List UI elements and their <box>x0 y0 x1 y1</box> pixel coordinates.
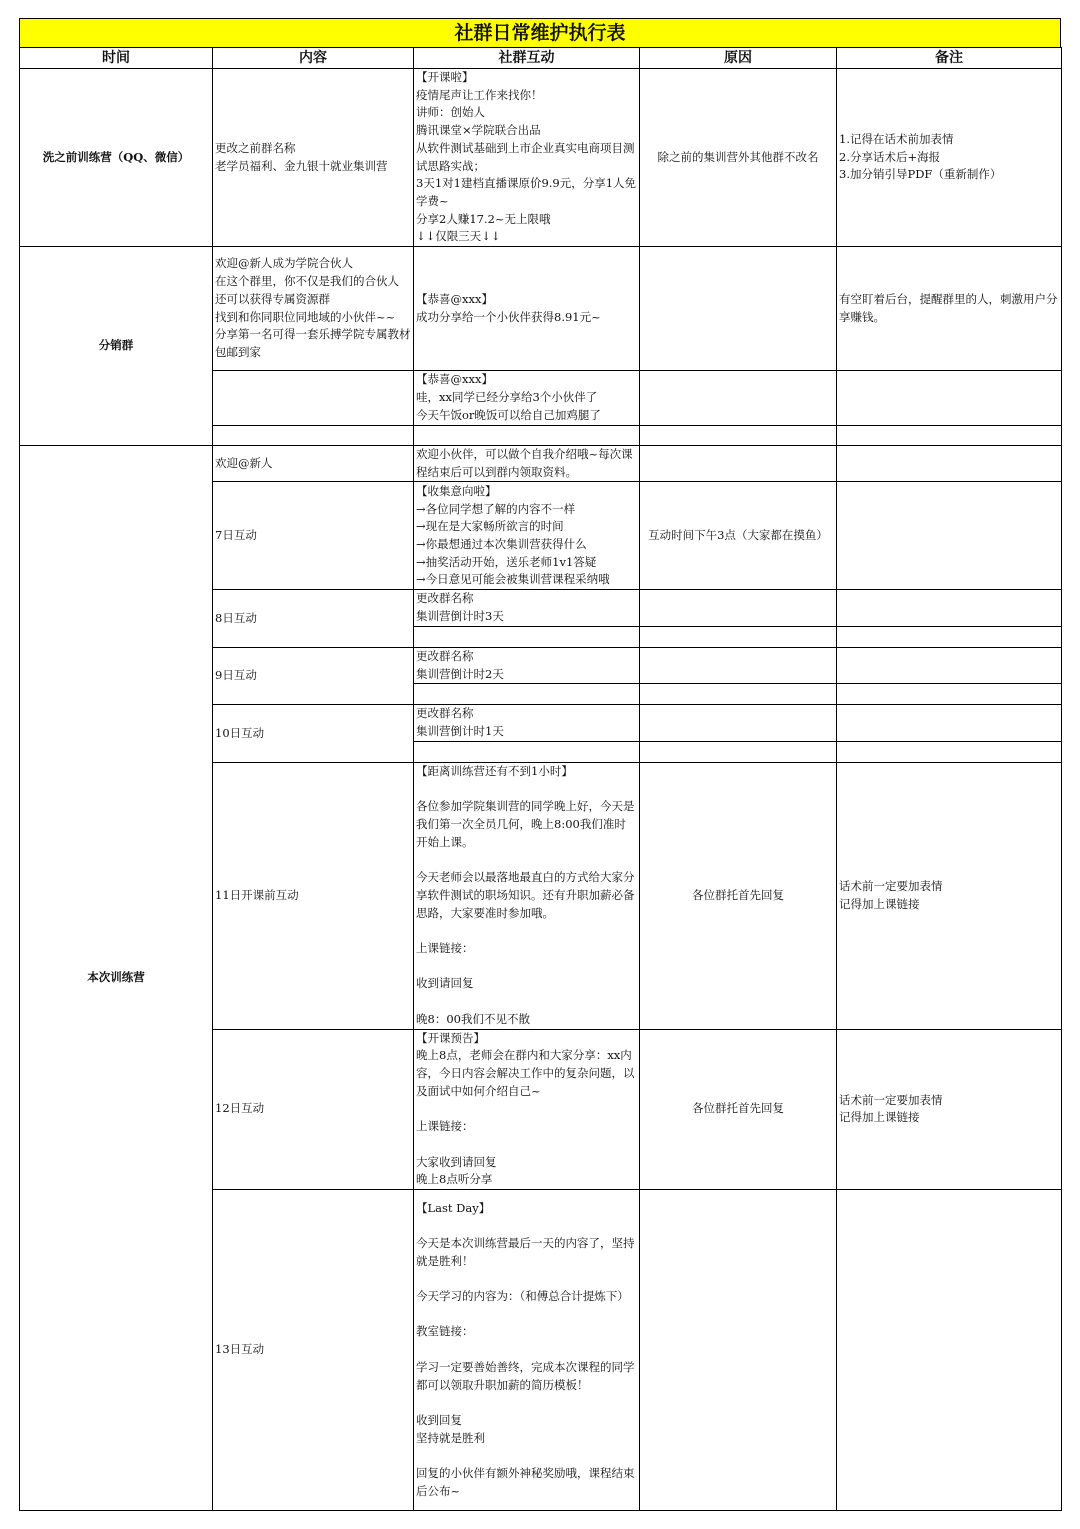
interaction-cell: 【Last Day】 今天是本次训练营最后一天的内容了，坚持就是胜利！ 今天学习的内容为：（和傅总合计提炼下） 教室链接： 学习一定要善始善终，完成本次课程的同学都可以领取升职加薪的简历模板！ 收到回复 坚持就是胜利 回复的小伙伴有额外神秘奖励哦，课程结束后公布~ <box>414 1189 640 1510</box>
interaction-cell: 【恭喜@xxx】 成功分享给一个小伙伴获得8.91元~ <box>414 247 640 371</box>
interaction-cell: 【开课预告】 晚上8点，老师会在群内和大家分享：xx内容，今日内容会解决工作中的复杂问题，以及面试中如何介绍自己~ 上课链接： 大家收到请回复 晚上8点听分享 <box>414 1029 640 1189</box>
header-remark: 备注 <box>837 48 1062 69</box>
remark-cell: 1.记得在话术前加表情 2.分享话术后+海报 3.加分销引导PDF（重新制作） <box>837 69 1062 247</box>
header-interaction: 社群互动 <box>414 48 640 69</box>
content-cell: 8日互动 <box>213 590 414 647</box>
interaction-cell: 更改群名称 集训营倒计时2天 <box>414 647 640 683</box>
reason-cell <box>640 1189 837 1510</box>
table-row <box>20 247 1062 371</box>
time-cell: 分销群 <box>20 247 213 446</box>
content-cell: 9日互动 <box>213 647 414 704</box>
reason-cell <box>640 247 837 371</box>
content-cell: 欢迎@新人成为学院合伙人 在这个群里，你不仅是我们的合伙人 还可以获得专属资源群 找到和你同职位同地域的小伙伴~~ 分享第一名可得一套乐搏学院专属教材包邮到家 <box>213 247 414 371</box>
remark-cell: 话术前一定要加表情 记得加上课链接 <box>837 1029 1062 1189</box>
reason-cell <box>640 446 837 482</box>
content-cell: 7日互动 <box>213 482 414 590</box>
remark-cell <box>837 371 1062 426</box>
content-cell: 10日互动 <box>213 705 414 762</box>
reason-cell: 各位群托首先回复 <box>640 1029 837 1189</box>
reason-cell <box>640 371 837 426</box>
remark-cell <box>837 482 1062 590</box>
header-row <box>20 48 1062 69</box>
table-row <box>20 446 1062 482</box>
time-cell: 洗之前训练营（QQ、微信） <box>20 69 213 247</box>
remark-cell <box>837 1189 1062 1510</box>
content-cell: 11日开课前互动 <box>213 762 414 1029</box>
header-reason: 原因 <box>640 48 837 69</box>
interaction-cell: 更改群名称 集训营倒计时1天 <box>414 705 640 741</box>
reason-cell: 各位群托首先回复 <box>640 762 837 1029</box>
time-cell: 本次训练营 <box>20 446 213 1511</box>
reason-cell <box>640 705 837 741</box>
header-content: 内容 <box>213 48 414 69</box>
interaction-cell: 更改群名称 集训营倒计时3天 <box>414 590 640 626</box>
remark-cell <box>837 705 1062 741</box>
content-cell: 12日互动 <box>213 1029 414 1189</box>
remark-cell <box>837 446 1062 482</box>
reason-cell <box>640 590 837 626</box>
remark-cell: 话术前一定要加表情 记得加上课链接 <box>837 762 1062 1029</box>
header-time: 时间 <box>20 48 213 69</box>
table-row <box>20 69 1062 247</box>
remark-cell <box>837 590 1062 626</box>
schedule-sheet <box>19 18 1061 1510</box>
interaction-cell: 【收集意向啦】 →各位同学想了解的内容不一样 →现在是大家畅所欲言的时间 →你最想通过本次集训营获得什么 →抽奖活动开始，送乐老师1v1答疑 →今日意见可能会被集训营课程采纳哦 <box>414 482 640 590</box>
content-cell <box>213 371 414 426</box>
content-cell: 欢迎@新人 <box>213 446 414 482</box>
interaction-cell: 【距离训练营还有不到1小时】 各位参加学院集训营的同学晚上好，今天是我们第一次全员几何，晚上8:00我们准时开始上课。 今天老师会以最落地最直白的方式给大家分享软件测试的职场知识。还有升职加薪必备思路，大家要准时参加哦。 上课链接： 收到请回复 晚8：00我们不见不散 <box>414 762 640 1029</box>
reason-cell <box>640 647 837 683</box>
remark-cell <box>837 647 1062 683</box>
interaction-cell: 【开课啦】 疫情尾声让工作来找你！ 讲师：创始人 腾讯课堂×学院联合出品 从软件测试基础到上市企业真实电商项目测试思路实战； 3天1对1建档直播课原价9.9元，分享1人免学费~ 分享2人赚17.2~无上限哦 ↓↓仅限三天↓↓ <box>414 69 640 247</box>
reason-cell: 互动时间下午3点（大家都在摸鱼） <box>640 482 837 590</box>
schedule-table <box>19 47 1062 1511</box>
sheet-title: 社群日常维护执行表 <box>19 18 1061 48</box>
interaction-cell: 欢迎小伙伴，可以做个自我介绍哦~每次课程结束后可以到群内领取资料。 <box>414 446 640 482</box>
reason-cell: 除之前的集训营外其他群不改名 <box>640 69 837 247</box>
content-cell: 13日互动 <box>213 1189 414 1510</box>
content-cell: 更改之前群名称 老学员福利、金九银十就业集训营 <box>213 69 414 247</box>
interaction-cell: 【恭喜@xxx】 哇，xx同学已经分享给3个小伙伴了 今天午饭or晚饭可以给自己加鸡腿了 <box>414 371 640 426</box>
remark-cell: 有空盯着后台，提醒群里的人，刺激用户分享赚钱。 <box>837 247 1062 371</box>
